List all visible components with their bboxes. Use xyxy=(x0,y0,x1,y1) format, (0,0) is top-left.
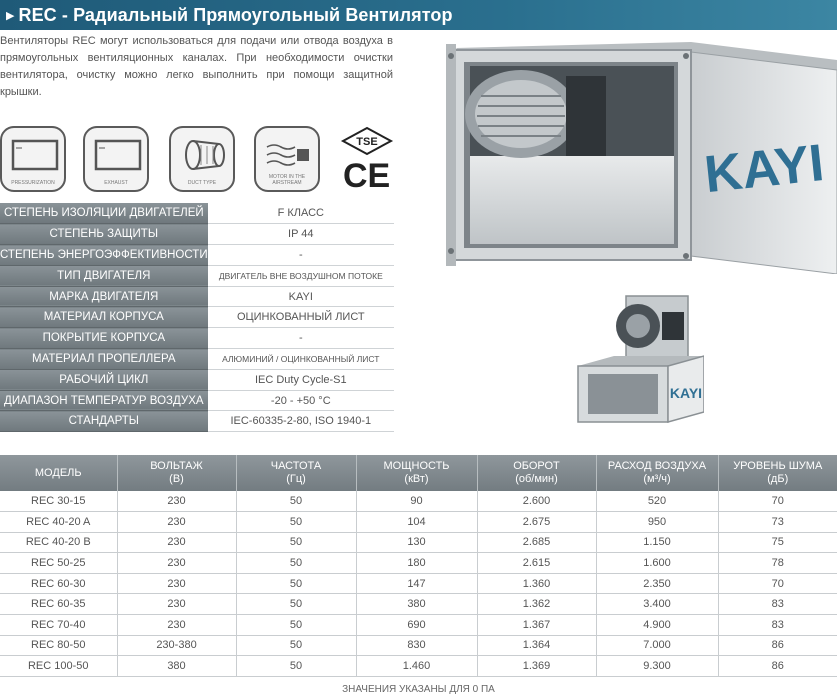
spec-row xyxy=(0,203,394,224)
spec-value: АЛЮМИНИЙ / ОЦИНКОВАННЫЙ ЛИСТ xyxy=(208,349,394,370)
column-header-title: ЧАСТОТА xyxy=(270,460,322,472)
table-cell: 830 xyxy=(356,635,477,656)
spec-value: IEC Duty Cycle-S1 xyxy=(208,369,394,390)
svg-text:KAYI: KAYI xyxy=(701,134,827,205)
column-header-title: УРОВЕНЬ ШУМА xyxy=(733,460,823,472)
spec-value: KAYI xyxy=(208,286,394,307)
column-header-title: МОЩНОСТЬ xyxy=(383,460,450,472)
column-header xyxy=(477,455,596,491)
spec-row xyxy=(0,369,394,390)
table-cell: REC 40-20 A xyxy=(0,512,117,533)
feature-icons xyxy=(0,126,400,196)
performance-table xyxy=(0,455,837,677)
tse-mark xyxy=(340,126,394,156)
page-title: REC - Радиальный Прямоугольный Вентилятор xyxy=(18,4,453,25)
spec-label: ПОКРЫТИЕ КОРПУСА xyxy=(0,328,208,349)
motor-in-airstream-icon: MOTOR IN THE AIRSTREAM xyxy=(254,126,320,192)
spec-label: СТАНДАРТЫ xyxy=(0,411,208,432)
table-cell: 2.600 xyxy=(477,491,596,512)
table-cell: 90 xyxy=(356,491,477,512)
spec-label: ТИП ДВИГАТЕЛЯ xyxy=(0,265,208,286)
table-cell: 73 xyxy=(718,512,837,533)
table-cell: 86 xyxy=(718,635,837,656)
table-cell: 230 xyxy=(117,594,236,615)
table-row xyxy=(0,656,837,677)
duct-type-icon: DUCT TYPE xyxy=(169,126,235,192)
table-cell: 1.600 xyxy=(596,553,718,574)
table-cell: REC 60-30 xyxy=(0,573,117,594)
column-header xyxy=(718,455,837,491)
table-cell: 180 xyxy=(356,553,477,574)
spec-value: ОЦИНКОВАННЫЙ ЛИСТ xyxy=(208,307,394,328)
table-cell: 2.685 xyxy=(477,532,596,553)
table-cell: 230 xyxy=(117,573,236,594)
table-cell: 230 xyxy=(117,512,236,533)
table-cell: 130 xyxy=(356,532,477,553)
table-cell: 50 xyxy=(236,615,356,636)
table-cell: 2.675 xyxy=(477,512,596,533)
table-cell: 1.460 xyxy=(356,656,477,677)
column-header-unit: (дБ) xyxy=(767,473,789,485)
table-cell: 230 xyxy=(117,553,236,574)
product-image-small xyxy=(576,290,704,435)
table-cell: 7.000 xyxy=(596,635,718,656)
column-header-unit: (об/мин) xyxy=(515,473,558,485)
table-cell: 1.367 xyxy=(477,615,596,636)
title-bar xyxy=(0,0,837,30)
spec-value: -20 - +50 °C xyxy=(208,390,394,411)
table-cell: 50 xyxy=(236,573,356,594)
svg-text:TSE: TSE xyxy=(356,136,378,148)
column-header-title: ОБОРОТ xyxy=(513,460,560,472)
table-cell: 2.350 xyxy=(596,573,718,594)
table-cell: 83 xyxy=(718,615,837,636)
spec-row xyxy=(0,245,394,266)
spec-label: МАТЕРИАЛ ПРОПЕЛЛЕРА xyxy=(0,349,208,370)
spec-row xyxy=(0,349,394,370)
table-cell: 230-380 xyxy=(117,635,236,656)
column-header-title: ВОЛЬТАЖ xyxy=(150,460,203,472)
table-cell: 520 xyxy=(596,491,718,512)
svg-text:KAYI: KAYI xyxy=(669,385,703,401)
table-cell: 950 xyxy=(596,512,718,533)
column-header xyxy=(117,455,236,491)
spec-row xyxy=(0,307,394,328)
table-cell: 83 xyxy=(718,594,837,615)
table-row xyxy=(0,594,837,615)
spec-value: ДВИГАТЕЛЬ ВНЕ ВОЗДУШНОМ ПОТОКЕ xyxy=(208,265,394,286)
table-cell: 50 xyxy=(236,512,356,533)
table-cell: 1.360 xyxy=(477,573,596,594)
spec-row xyxy=(0,411,394,432)
spec-label: СТЕПЕНЬ ИЗОЛЯЦИИ ДВИГАТЕЛЕЙ xyxy=(0,203,208,224)
column-header-unit: (кВт) xyxy=(404,473,429,485)
table-cell: 9.300 xyxy=(596,656,718,677)
table-cell: REC 70-40 xyxy=(0,615,117,636)
spec-label: МАРКА ДВИГАТЕЛЯ xyxy=(0,286,208,307)
column-header xyxy=(356,455,477,491)
table-cell: 50 xyxy=(236,553,356,574)
exhaust-icon: EXHAUST xyxy=(83,126,149,192)
ce-mark: CE xyxy=(343,157,391,195)
table-cell: REC 100-50 xyxy=(0,656,117,677)
table-row xyxy=(0,615,837,636)
column-header xyxy=(0,455,117,491)
spec-value: - xyxy=(208,328,394,349)
spec-value: - xyxy=(208,245,394,266)
spec-row xyxy=(0,390,394,411)
table-cell: 86 xyxy=(718,656,837,677)
spec-label: СТЕПЕНЬ ЗАЩИТЫ xyxy=(0,224,208,245)
table-cell: 1.362 xyxy=(477,594,596,615)
column-header-unit: (м³/ч) xyxy=(643,473,671,485)
spec-label: ДИАПАЗОН ТЕМПЕРАТУР ВОЗДУХА xyxy=(0,390,208,411)
table-cell: REC 60-35 xyxy=(0,594,117,615)
spec-row xyxy=(0,224,394,245)
table-row xyxy=(0,532,837,553)
table-row xyxy=(0,635,837,656)
table-cell: 50 xyxy=(236,594,356,615)
table-row xyxy=(0,553,837,574)
spec-label: РАБОЧИЙ ЦИКЛ xyxy=(0,369,208,390)
spec-row xyxy=(0,265,394,286)
table-cell: REC 30-15 xyxy=(0,491,117,512)
table-cell: 78 xyxy=(718,553,837,574)
table-cell: 1.369 xyxy=(477,656,596,677)
column-header xyxy=(596,455,718,491)
table-cell: 4.900 xyxy=(596,615,718,636)
table-cell: 380 xyxy=(356,594,477,615)
product-description: Вентиляторы REC могут использоваться для подачи или отвода воздуха в прямоугольных вентиляционных каналах. При необходимости очистки вентилятора, очистку можно легко выполнить при помощи защитной крышки. xyxy=(0,35,393,98)
table-row xyxy=(0,491,837,512)
table-cell: 147 xyxy=(356,573,477,594)
table-cell: 70 xyxy=(718,491,837,512)
table-cell: 50 xyxy=(236,491,356,512)
column-header-unit: (В) xyxy=(169,473,184,485)
table-cell: 1.364 xyxy=(477,635,596,656)
footnote: ЗНАЧЕНИЯ УКАЗАНЫ ДЛЯ 0 ПА xyxy=(342,684,495,695)
column-header xyxy=(236,455,356,491)
pressurization-icon: PRESSURIZATION xyxy=(0,126,66,192)
table-cell: 2.615 xyxy=(477,553,596,574)
spec-value: F КЛАСС xyxy=(208,203,394,224)
table-cell: 70 xyxy=(718,573,837,594)
column-header-title: МОДЕЛЬ xyxy=(34,466,82,479)
table-row xyxy=(0,512,837,533)
table-cell: 104 xyxy=(356,512,477,533)
table-cell: REC 80-50 xyxy=(0,635,117,656)
table-cell: 3.400 xyxy=(596,594,718,615)
table-cell: 230 xyxy=(117,532,236,553)
spec-label: МАТЕРИАЛ КОРПУСА xyxy=(0,307,208,328)
table-cell: 230 xyxy=(117,615,236,636)
table-cell: 380 xyxy=(117,656,236,677)
table-cell: 50 xyxy=(236,656,356,677)
spec-row xyxy=(0,286,394,307)
spec-value: IEC-60335-2-80, ISO 1940-1 xyxy=(208,411,394,432)
spec-label: СТЕПЕНЬ ЭНЕРГОЭФФЕКТИВНОСТИ xyxy=(0,245,208,266)
table-cell: 1.150 xyxy=(596,532,718,553)
product-image-large xyxy=(446,36,837,274)
table-cell: 690 xyxy=(356,615,477,636)
table-cell: 75 xyxy=(718,532,837,553)
table-cell: REC 50-25 xyxy=(0,553,117,574)
specifications-table xyxy=(0,203,394,432)
spec-row xyxy=(0,328,394,349)
table-cell: 50 xyxy=(236,635,356,656)
table-cell: 230 xyxy=(117,491,236,512)
column-header-title: РАСХОД ВОЗДУХА xyxy=(607,460,707,472)
table-row xyxy=(0,573,837,594)
spec-value: IP 44 xyxy=(208,224,394,245)
table-cell: REC 40-20 B xyxy=(0,532,117,553)
column-header-unit: (Гц) xyxy=(286,473,306,485)
table-cell: 50 xyxy=(236,532,356,553)
title-marker: ▶ xyxy=(6,9,15,22)
